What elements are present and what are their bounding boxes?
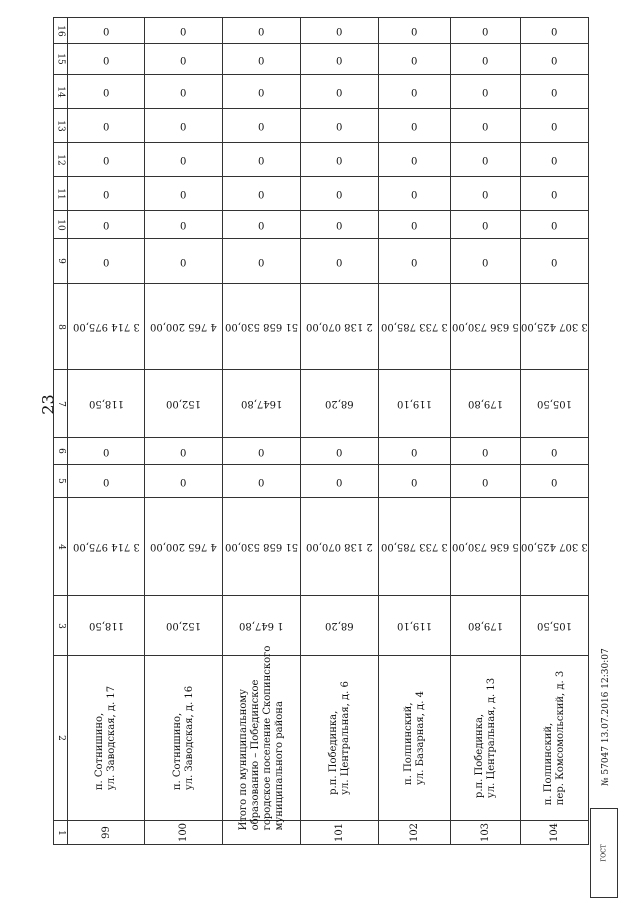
address-cell	[451, 656, 521, 821]
column-header: 12	[54, 143, 68, 177]
document-footer: № 57047 13.07.2016 12:30:07	[601, 648, 611, 786]
value-cell: 4 765 200,00	[145, 284, 223, 370]
value-cell: 0	[301, 438, 379, 465]
value-cell: 0	[451, 44, 521, 75]
table-row	[54, 465, 589, 498]
value-cell: 68,20	[301, 370, 379, 438]
column-header: 1	[54, 821, 68, 845]
row-number-cell: 99	[68, 821, 145, 845]
value-cell: 51 658 530,00	[223, 284, 301, 370]
value-cell: 3 307 425,00	[521, 498, 589, 596]
value-cell: 0	[301, 18, 379, 44]
column-header: 8	[54, 284, 68, 370]
value-cell: 0	[451, 109, 521, 143]
value-cell: 5 636 730,00	[451, 498, 521, 596]
value-cell: 0	[379, 465, 451, 498]
value-cell: 68,20	[301, 596, 379, 656]
table-row	[54, 438, 589, 465]
table-row	[54, 284, 589, 370]
address-line: п. Сотнишино,	[94, 712, 105, 791]
address-line: городское поселение Скопинского	[261, 645, 273, 831]
value-cell: 3 307 425,00	[521, 284, 589, 370]
row-number-cell: 103	[451, 821, 521, 845]
value-cell: 3 714 975,00	[68, 284, 145, 370]
address-cell	[301, 656, 379, 821]
column-header: 10	[54, 211, 68, 239]
address-line: образованию – Побединское	[249, 679, 261, 831]
address-cell	[68, 656, 145, 821]
value-cell: 0	[223, 239, 301, 284]
value-cell: 0	[145, 465, 223, 498]
value-cell: 0	[379, 177, 451, 211]
table-row	[54, 656, 589, 821]
value-cell: 0	[521, 44, 589, 75]
value-cell: 105,50	[521, 370, 589, 438]
value-cell: 2 138 070,00	[301, 284, 379, 370]
value-cell: 0	[68, 143, 145, 177]
column-header: 14	[54, 75, 68, 109]
value-cell: 0	[145, 438, 223, 465]
value-cell: 118,50	[68, 596, 145, 656]
value-cell: 119,10	[379, 370, 451, 438]
value-cell: 0	[301, 44, 379, 75]
value-cell: 0	[68, 438, 145, 465]
value-cell: 0	[451, 438, 521, 465]
table-row	[54, 18, 589, 44]
table-row	[54, 239, 589, 284]
table-row	[54, 177, 589, 211]
value-cell: 2 138 070,00	[301, 498, 379, 596]
value-cell: 0	[521, 75, 589, 109]
value-cell: 4 765 200,00	[145, 498, 223, 596]
value-cell: 3 733 785,00	[379, 284, 451, 370]
value-cell: 0	[301, 239, 379, 284]
value-cell: 0	[379, 438, 451, 465]
table-row	[54, 44, 589, 75]
value-cell: 0	[301, 143, 379, 177]
value-cell: 0	[521, 211, 589, 239]
value-cell: 5 636 730,00	[451, 284, 521, 370]
address-line: муниципального района	[273, 701, 285, 831]
column-header: 16	[54, 18, 68, 44]
address-line: п. Полпинский,	[542, 722, 554, 806]
row-number-cell: 100	[145, 821, 223, 845]
row-number-cell: 102	[379, 821, 451, 845]
value-cell: 0	[145, 75, 223, 109]
address-line: пер. Комсомольский, д. 3	[554, 670, 566, 806]
value-cell: 0	[145, 143, 223, 177]
value-cell: 0	[145, 211, 223, 239]
value-cell: 0	[301, 109, 379, 143]
address-line: ул. Заводская, д. 17	[106, 685, 117, 791]
table-row	[54, 821, 589, 845]
address-cell	[145, 656, 223, 821]
table-row	[54, 596, 589, 656]
value-cell: 3 733 785,00	[379, 498, 451, 596]
value-cell: 0	[521, 143, 589, 177]
column-header: 13	[54, 109, 68, 143]
value-cell: 0	[521, 177, 589, 211]
value-cell: 0	[451, 211, 521, 239]
value-cell: 0	[68, 211, 145, 239]
value-cell: 0	[379, 239, 451, 284]
value-cell: 0	[145, 44, 223, 75]
value-cell: 0	[521, 438, 589, 465]
value-cell: 51 658 530,00	[223, 498, 301, 596]
value-cell: 0	[223, 465, 301, 498]
value-cell: 0	[68, 75, 145, 109]
value-cell: 179,80	[451, 596, 521, 656]
value-cell: 0	[451, 75, 521, 109]
table-row	[54, 211, 589, 239]
column-header: 11	[54, 177, 68, 211]
registration-stamp: ГОСТ	[590, 808, 618, 898]
value-cell: 0	[68, 44, 145, 75]
value-cell: 0	[301, 211, 379, 239]
address-line: ул. Центральная, д. 6	[339, 681, 351, 795]
value-cell: 0	[145, 177, 223, 211]
value-cell: 1 647,80	[223, 596, 301, 656]
data-table	[53, 17, 589, 845]
value-cell: 152,00	[145, 596, 223, 656]
table-row	[54, 143, 589, 177]
value-cell: 0	[223, 177, 301, 211]
value-cell: 0	[223, 44, 301, 75]
value-cell: 0	[521, 465, 589, 498]
table-row	[54, 109, 589, 143]
column-header: 6	[54, 438, 68, 465]
value-cell: 0	[301, 177, 379, 211]
value-cell: 0	[301, 465, 379, 498]
value-cell: 0	[223, 211, 301, 239]
address-line: ул. Заводская, д. 16	[183, 685, 195, 791]
value-cell: 0	[301, 75, 379, 109]
value-cell: 0	[223, 109, 301, 143]
address-line: р.п. Побединка,	[473, 713, 485, 799]
address-cell	[223, 645, 301, 831]
value-cell: 0	[68, 465, 145, 498]
column-header: 9	[54, 239, 68, 284]
address-line: Итого по муниципальному	[237, 688, 249, 831]
value-cell: 0	[379, 75, 451, 109]
value-cell: 118,50	[68, 370, 145, 438]
value-cell: 0	[379, 143, 451, 177]
value-cell: 0	[379, 18, 451, 44]
value-cell: 0	[68, 18, 145, 44]
address-line: п. Полпинский,	[402, 702, 414, 785]
value-cell: 3 714 975,00	[68, 498, 145, 596]
value-cell: 0	[451, 18, 521, 44]
value-cell: 0	[451, 239, 521, 284]
value-cell: 0	[451, 177, 521, 211]
row-number-cell: 104	[521, 821, 589, 845]
address-line: р.п. Побединка,	[327, 710, 339, 795]
column-header: 3	[54, 596, 68, 656]
value-cell: 0	[223, 18, 301, 44]
value-cell: 0	[68, 177, 145, 211]
address-cell	[521, 656, 589, 821]
value-cell: 0	[451, 465, 521, 498]
value-cell: 0	[521, 239, 589, 284]
value-cell: 0	[521, 18, 589, 44]
value-cell: 0	[68, 239, 145, 284]
value-cell: 0	[145, 239, 223, 284]
address-line: п. Сотнишино,	[171, 712, 183, 791]
value-cell: 0	[145, 109, 223, 143]
value-cell: 0	[451, 143, 521, 177]
value-cell: 119,10	[379, 596, 451, 656]
value-cell: 0	[379, 211, 451, 239]
column-header: 4	[54, 498, 68, 596]
column-header: 2	[54, 656, 68, 821]
value-cell: 179,80	[451, 370, 521, 438]
value-cell: 105,50	[521, 596, 589, 656]
column-header: 7	[54, 370, 68, 438]
value-cell: 152,00	[145, 370, 223, 438]
value-cell: 0	[68, 109, 145, 143]
address-line: ул. Базарная, д. 4	[414, 691, 426, 785]
value-cell: 0	[223, 143, 301, 177]
column-header: 15	[54, 44, 68, 75]
value-cell: 0	[379, 109, 451, 143]
column-header: 5	[54, 465, 68, 498]
value-cell: 1647,80	[223, 370, 301, 438]
value-cell: 0	[223, 75, 301, 109]
table-row	[54, 498, 589, 596]
value-cell: 0	[379, 44, 451, 75]
address-line: ул. Центральная, д. 13	[485, 677, 497, 799]
address-cell	[379, 656, 451, 821]
value-cell: 0	[223, 438, 301, 465]
value-cell: 0	[145, 18, 223, 44]
table-row	[54, 75, 589, 109]
table-row	[54, 370, 589, 438]
row-number-cell: 101	[301, 821, 379, 845]
value-cell: 0	[521, 109, 589, 143]
page-number: 23	[38, 394, 58, 415]
